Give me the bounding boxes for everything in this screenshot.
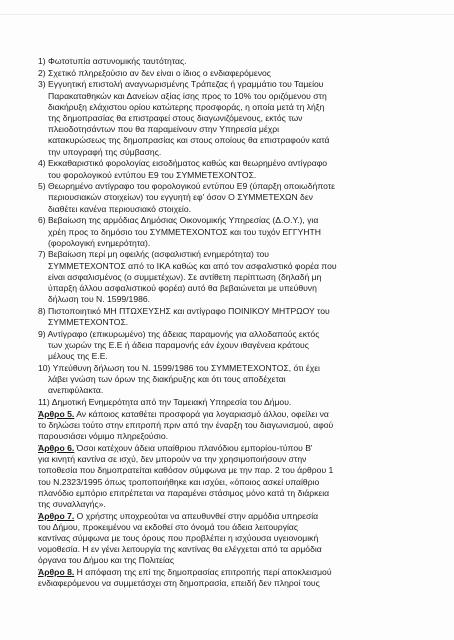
article-line [38, 555, 434, 566]
requirement-text: ΣΥΜΜΕΤΕΧΟΝΤΟΣ. [48, 317, 129, 328]
article-text: για κινητή καντίνα σε ισχύ, δεν μπορούν να την χρησιμοποιήσουν στην [38, 454, 307, 465]
article-line [38, 567, 434, 578]
requirement-number: 5) [38, 181, 46, 192]
requirement-line [38, 351, 434, 362]
article-text: παρουσιάσει νόμιμο πληρεξούσιο. [38, 431, 169, 442]
requirement-line [38, 294, 434, 305]
requirement-item [38, 363, 434, 397]
requirement-number: 10) [38, 362, 51, 373]
requirement-line [38, 181, 434, 192]
requirement-text: λάβει γνώση των όρων της διακήρυξης και ότι τους αποδέχεται [48, 374, 286, 385]
requirement-number: 8) [38, 305, 46, 316]
article-line [38, 409, 434, 420]
requirement-line [38, 306, 434, 317]
requirement-text: (φορολογική ενημερότητα). [48, 237, 151, 248]
requirement-line [38, 68, 434, 79]
requirement-text: ύπαρξη άλλου ασφαλιστικού φορέα) αυτό θα βεβαιώνεται με υπεύθυνη [48, 283, 317, 294]
requirement-line [38, 158, 434, 169]
requirement-line [38, 215, 434, 226]
requirement-text: των χωρών της Ε.Ε ή άδεια παραμονής εάν έχουν ιθαγένεια κράτους [48, 340, 309, 351]
requirement-number: 11) [38, 397, 50, 408]
requirement-number: 6) [38, 215, 46, 226]
requirement-number: 2) [38, 67, 46, 78]
article-text: νομοθεσία. Η εν γένει λειτουργία της καντίνας θα ελέγχεται από τα αρμόδια [38, 544, 322, 555]
article-paragraph [38, 567, 434, 589]
requirement-line [38, 204, 434, 215]
requirement-line [38, 340, 434, 351]
article-text: πλανόδιο εμπόριο επιτρέπεται να παραμένει στάσιμος μόνο κατά τη διάρκεια [38, 487, 330, 498]
article-text: Όσοι κατέχουν άδεια υπαίθριου πλανόδιου εμπορίου-τύπου Β' [74, 442, 313, 453]
requirement-line [38, 79, 434, 90]
requirement-text: είναι ασφαλισμένος (ο συμμετέχων). Σε αντίθετη περίπτωση (δηλαδή μη [48, 271, 322, 282]
article-heading: Άρθρο 8. [38, 567, 75, 578]
requirement-line [38, 317, 434, 328]
requirement-number: 9) [38, 328, 46, 339]
requirement-line [38, 374, 434, 385]
article-line [38, 420, 434, 431]
requirement-item [38, 181, 434, 215]
requirement-line [38, 91, 434, 102]
requirement-text: Υπεύθυνη δήλωση του Ν. 1599/1986 του ΣΥΜΜΕΤΕΧΟΝΤΟΣ, ότι έχει [52, 362, 320, 373]
requirement-line [38, 56, 434, 67]
requirement-text: Σχετικό πληρεξούσιο αν δεν είναι ο ίδιος ο ενδιαφερόμενος [48, 67, 271, 78]
requirement-item [38, 158, 434, 180]
requirement-line [38, 135, 434, 146]
requirement-line [38, 227, 434, 238]
requirement-line [38, 397, 434, 408]
article-line [38, 533, 434, 544]
requirement-text: Παρακαταθηκών και Δανείων αξίας ίσης προς το 10% του οριζόμενου στη [48, 90, 327, 101]
requirement-text: Αντίγραφο (επικυρωμένο) της άδειας παραμονής για αλλοδαπούς εκτός [47, 328, 320, 339]
article-text: της συναλλαγής». [38, 498, 106, 509]
article-text: Ο χρήστης υποχρεούται να απευθυνθεί στην αρμόδια υπηρεσία [74, 510, 319, 521]
article-line [38, 511, 434, 522]
requirement-line [38, 261, 434, 272]
article-text: Η απόφαση της επί της δημοπρασίας επιτροπής περί αποκλεισμού [74, 567, 332, 578]
requirement-line [38, 363, 434, 374]
article-paragraph [38, 443, 434, 510]
article-text: τοποθεσία που δημοπρατείται καθόσον σύμφωνα με την παρ. 2 του άρθρου 1 [38, 465, 334, 476]
requirement-text: Πιστοποιητικό ΜΗ ΠΤΩΧΕΥΣΗΣ και αντίγραφο ΠΟΙΝΙΚΟΥ ΜΗΤΡΩΟΥ του [48, 305, 330, 316]
requirement-line [38, 113, 434, 124]
article-line [38, 431, 434, 442]
document-body [38, 56, 434, 590]
requirement-text: χρέη προς το δημόσιο του ΣΥΜΜΕΤΕΧΟΝΤΟΣ και του τυχόν ΕΓΓΥΗΤΗ [48, 226, 321, 237]
requirement-item [38, 329, 434, 363]
requirement-text: Φωτοτυπία αστυνομικής ταυτότητας. [48, 56, 187, 66]
requirement-number: 7) [38, 249, 46, 260]
article-line [38, 454, 434, 465]
requirement-item [38, 306, 434, 328]
article-text: του Δήμου, προκειμένου να εκδοθεί στο όνομά του άδεια λειτουργίας [38, 521, 299, 532]
requirement-text: ανεπιφύλακτα. [48, 385, 104, 396]
requirement-text: περιουσιακών στοιχείων) του εγγυητή εφ' όσον Ο ΣΥΜΜΕΤΕΧΩΝ δεν [48, 192, 313, 203]
requirement-text: Βεβαίωση της αρμόδιας Δημόσιας Οικονομικής Υπηρεσίας (Δ.Ο.Υ.), για [48, 215, 319, 226]
article-paragraph [38, 511, 434, 567]
requirement-line [38, 170, 434, 181]
requirement-line [38, 249, 434, 260]
article-heading: Άρθρο 7. [38, 510, 75, 521]
article-line [38, 544, 434, 555]
requirement-text: Βεβαίωση περί μη οφειλής (ασφαλιστική ενημερότητα) του [48, 249, 269, 260]
requirement-text: Εγγυητική επιστολή αναγνωρισμένης Τράπεζας ή γραμμάτιο του Ταμείου [48, 79, 324, 90]
requirement-text: διαθέτει κανένα περιουσιακό στοιχείο. [48, 203, 191, 214]
requirement-text: ΣΥΜΜΕΤΕΧΟΝΤΟΣ από το ΙΚΑ καθώς και από τον ασφαλιστικό φορέα που [48, 260, 337, 271]
article-line [38, 488, 434, 499]
article-text: το δηλώσει τούτο στην επιτροπή πριν από την έναρξη του διαγωνισμού, αφού [38, 420, 334, 430]
requirement-item [38, 56, 434, 67]
requirement-line [38, 102, 434, 113]
article-line [38, 522, 434, 533]
requirement-item [38, 79, 434, 157]
article-line [38, 477, 434, 488]
article-line [38, 578, 434, 589]
article-text: Αν κάποιος καταθέτει προσφορά για λογαριασμό άλλου, οφείλει να [74, 408, 329, 419]
requirement-line [38, 283, 434, 294]
requirement-number: 3) [38, 79, 46, 90]
article-paragraph [38, 409, 434, 443]
article-line [38, 499, 434, 510]
article-line [38, 465, 434, 476]
requirement-item [38, 249, 434, 305]
requirement-line [38, 272, 434, 283]
article-text: καντίνας σύμφωνα με τους όρους που προβλέπει η ισχύουσα υγειονομική [38, 533, 319, 544]
article-heading: Άρθρο 5. [38, 408, 75, 419]
requirement-text: του φορολογικού εντύπου Ε9 του ΣΥΜΜΕΤΕΧΟΝΤΟΣ. [48, 169, 257, 180]
requirement-line [38, 385, 434, 396]
page-top-edge [0, 0, 454, 15]
article-heading: Άρθρο 6. [38, 442, 75, 453]
requirement-text: δήλωση του Ν. 1599/1986. [48, 294, 151, 305]
requirement-number: 4) [38, 158, 46, 169]
article-line [38, 443, 434, 454]
requirement-text: Θεωρημένο αντίγραφο του φορολογικού εντύπου Ε9 (ύπαρξη οποιωδήποτε [48, 181, 336, 192]
requirement-line [38, 124, 434, 135]
requirement-line [38, 238, 434, 249]
requirement-line [38, 147, 434, 158]
requirement-text: Δημοτική Ενημερότητα από την Ταμειακή Υπηρεσία του Δήμου. [51, 397, 292, 408]
requirement-text: την υπογραφή της σύμβασης. [48, 146, 162, 157]
requirement-text: πλειοδοτησάντων που θα παραμείνουν στην Υπηρεσία μέχρι [48, 124, 280, 135]
requirement-item [38, 68, 434, 79]
requirement-text: διακήρυξη ελάχιστου ορίου κατώτερης προσφοράς, η οποία μετά τη λήξη [48, 101, 325, 112]
requirement-item [38, 397, 434, 408]
requirement-text: της δημοπρασίας θα επιστραφεί στους διαγωνιζόμενους, εκτός των [48, 113, 303, 124]
article-text: του Ν.2323/1995 όπως τροποποιήθηκε και ισχύει, «όποιος ασκεί υπαίθριο [38, 476, 320, 487]
requirement-text: κατακυρώσεως της δημοπρασίας και στους οποίους θα επιστραφούν κατά [48, 135, 330, 146]
article-text: όργανα του Δήμου και της Πολιτείας [38, 555, 175, 566]
requirement-item [38, 215, 434, 249]
requirement-number: 1) [38, 56, 46, 66]
requirement-text: μέλους της Ε.Ε. [48, 351, 108, 362]
requirement-text: Εκκαθαριστικό φορολογίας εισοδήματος καθώς και θεωρημένο αντίγραφο [48, 158, 328, 169]
article-text: ενδιαφερόμενου να συμμετάσχει στη δημοπρασία, επειδή δεν πληροί τους [38, 578, 320, 589]
requirement-line [38, 192, 434, 203]
requirement-line [38, 329, 434, 340]
